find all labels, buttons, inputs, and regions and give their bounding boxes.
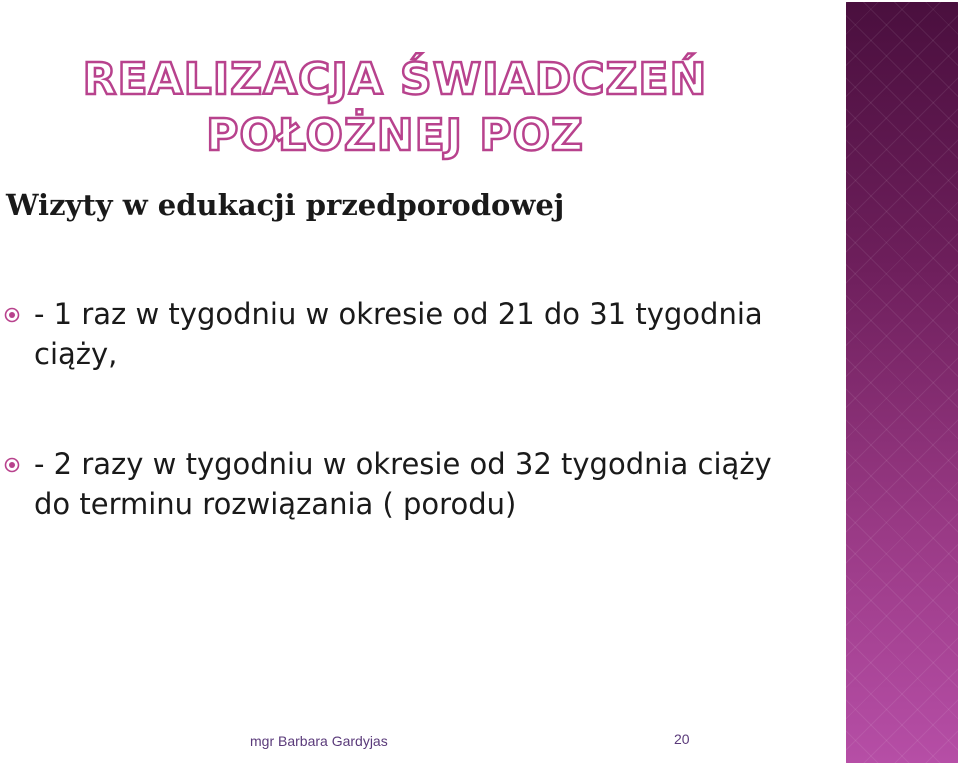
bullet-text: - 1 raz w tygodniu w okresie od 21 do 31 tygodnia ciąży,: [34, 297, 763, 371]
decorative-side-panel: [846, 2, 958, 763]
bullet-item: [0, 294, 800, 374]
bullet-item: [0, 444, 800, 524]
target-bullet-icon: [4, 307, 20, 323]
slide-title: REALIZACJA ŚWIADCZEŃ POŁOŻNEJ POZ: [82, 54, 708, 161]
page-number: 20: [674, 731, 690, 747]
section-heading: Wizyty w edukacji przedporodowej: [6, 188, 565, 222]
target-bullet-icon: [4, 457, 20, 473]
footer-author: mgr Barbara Gardyjas: [250, 733, 388, 749]
bullet-text: - 2 razy w tygodniu w okresie od 32 tygodnia ciąży do terminu rozwiązania ( porodu): [34, 447, 772, 521]
